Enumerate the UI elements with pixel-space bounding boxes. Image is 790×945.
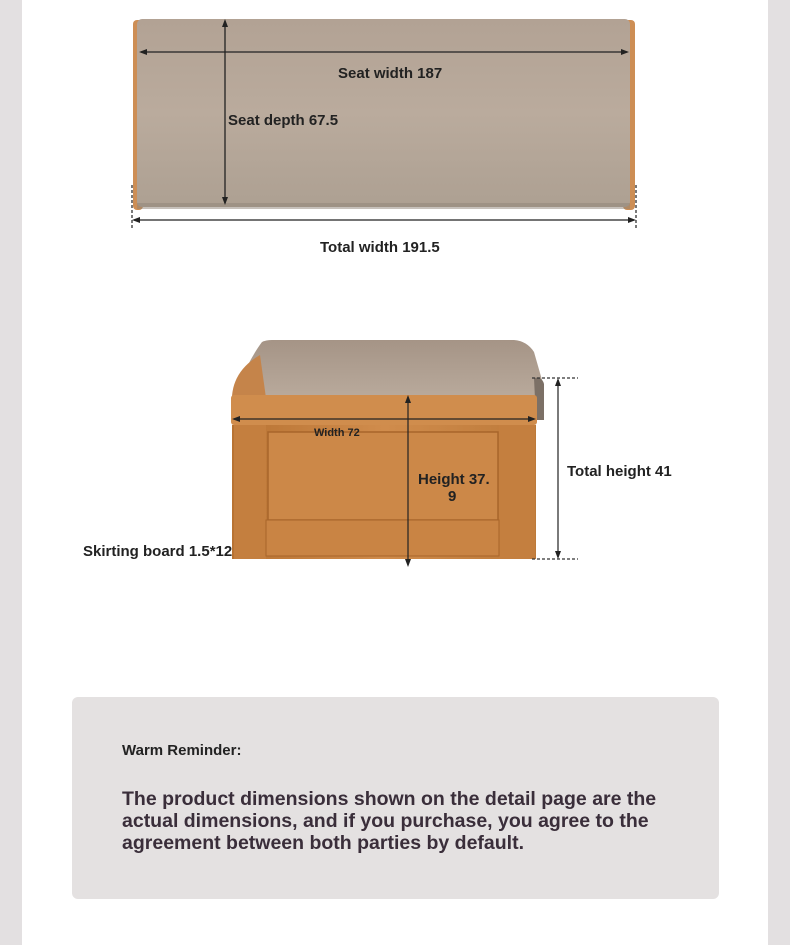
front-view-diagram xyxy=(22,0,768,600)
seat-cushion-front xyxy=(238,340,542,398)
top-rail xyxy=(231,395,537,425)
page xyxy=(22,0,768,945)
total-width-label: Total width 191.5 xyxy=(320,239,440,256)
seat-width-label: Seat width 187 xyxy=(338,65,443,82)
reminder-text: The product dimensions shown on the detail page are the actual dimensions, and if you purchase, you agree to the agreement between both parties by default. xyxy=(122,788,657,854)
skirting-board-label: Skirting board 1.5*12 xyxy=(83,543,233,560)
reminder-title: Warm Reminder: xyxy=(122,742,242,759)
width-label: Width 72 xyxy=(314,427,360,439)
seat-depth-label: Seat depth 67.5 xyxy=(228,112,339,129)
height-label: Height 37. xyxy=(418,471,490,488)
height-label-continued: 9 xyxy=(448,488,457,505)
total-height-label: Total height 41 xyxy=(567,463,672,480)
warm-reminder-box xyxy=(72,697,719,899)
